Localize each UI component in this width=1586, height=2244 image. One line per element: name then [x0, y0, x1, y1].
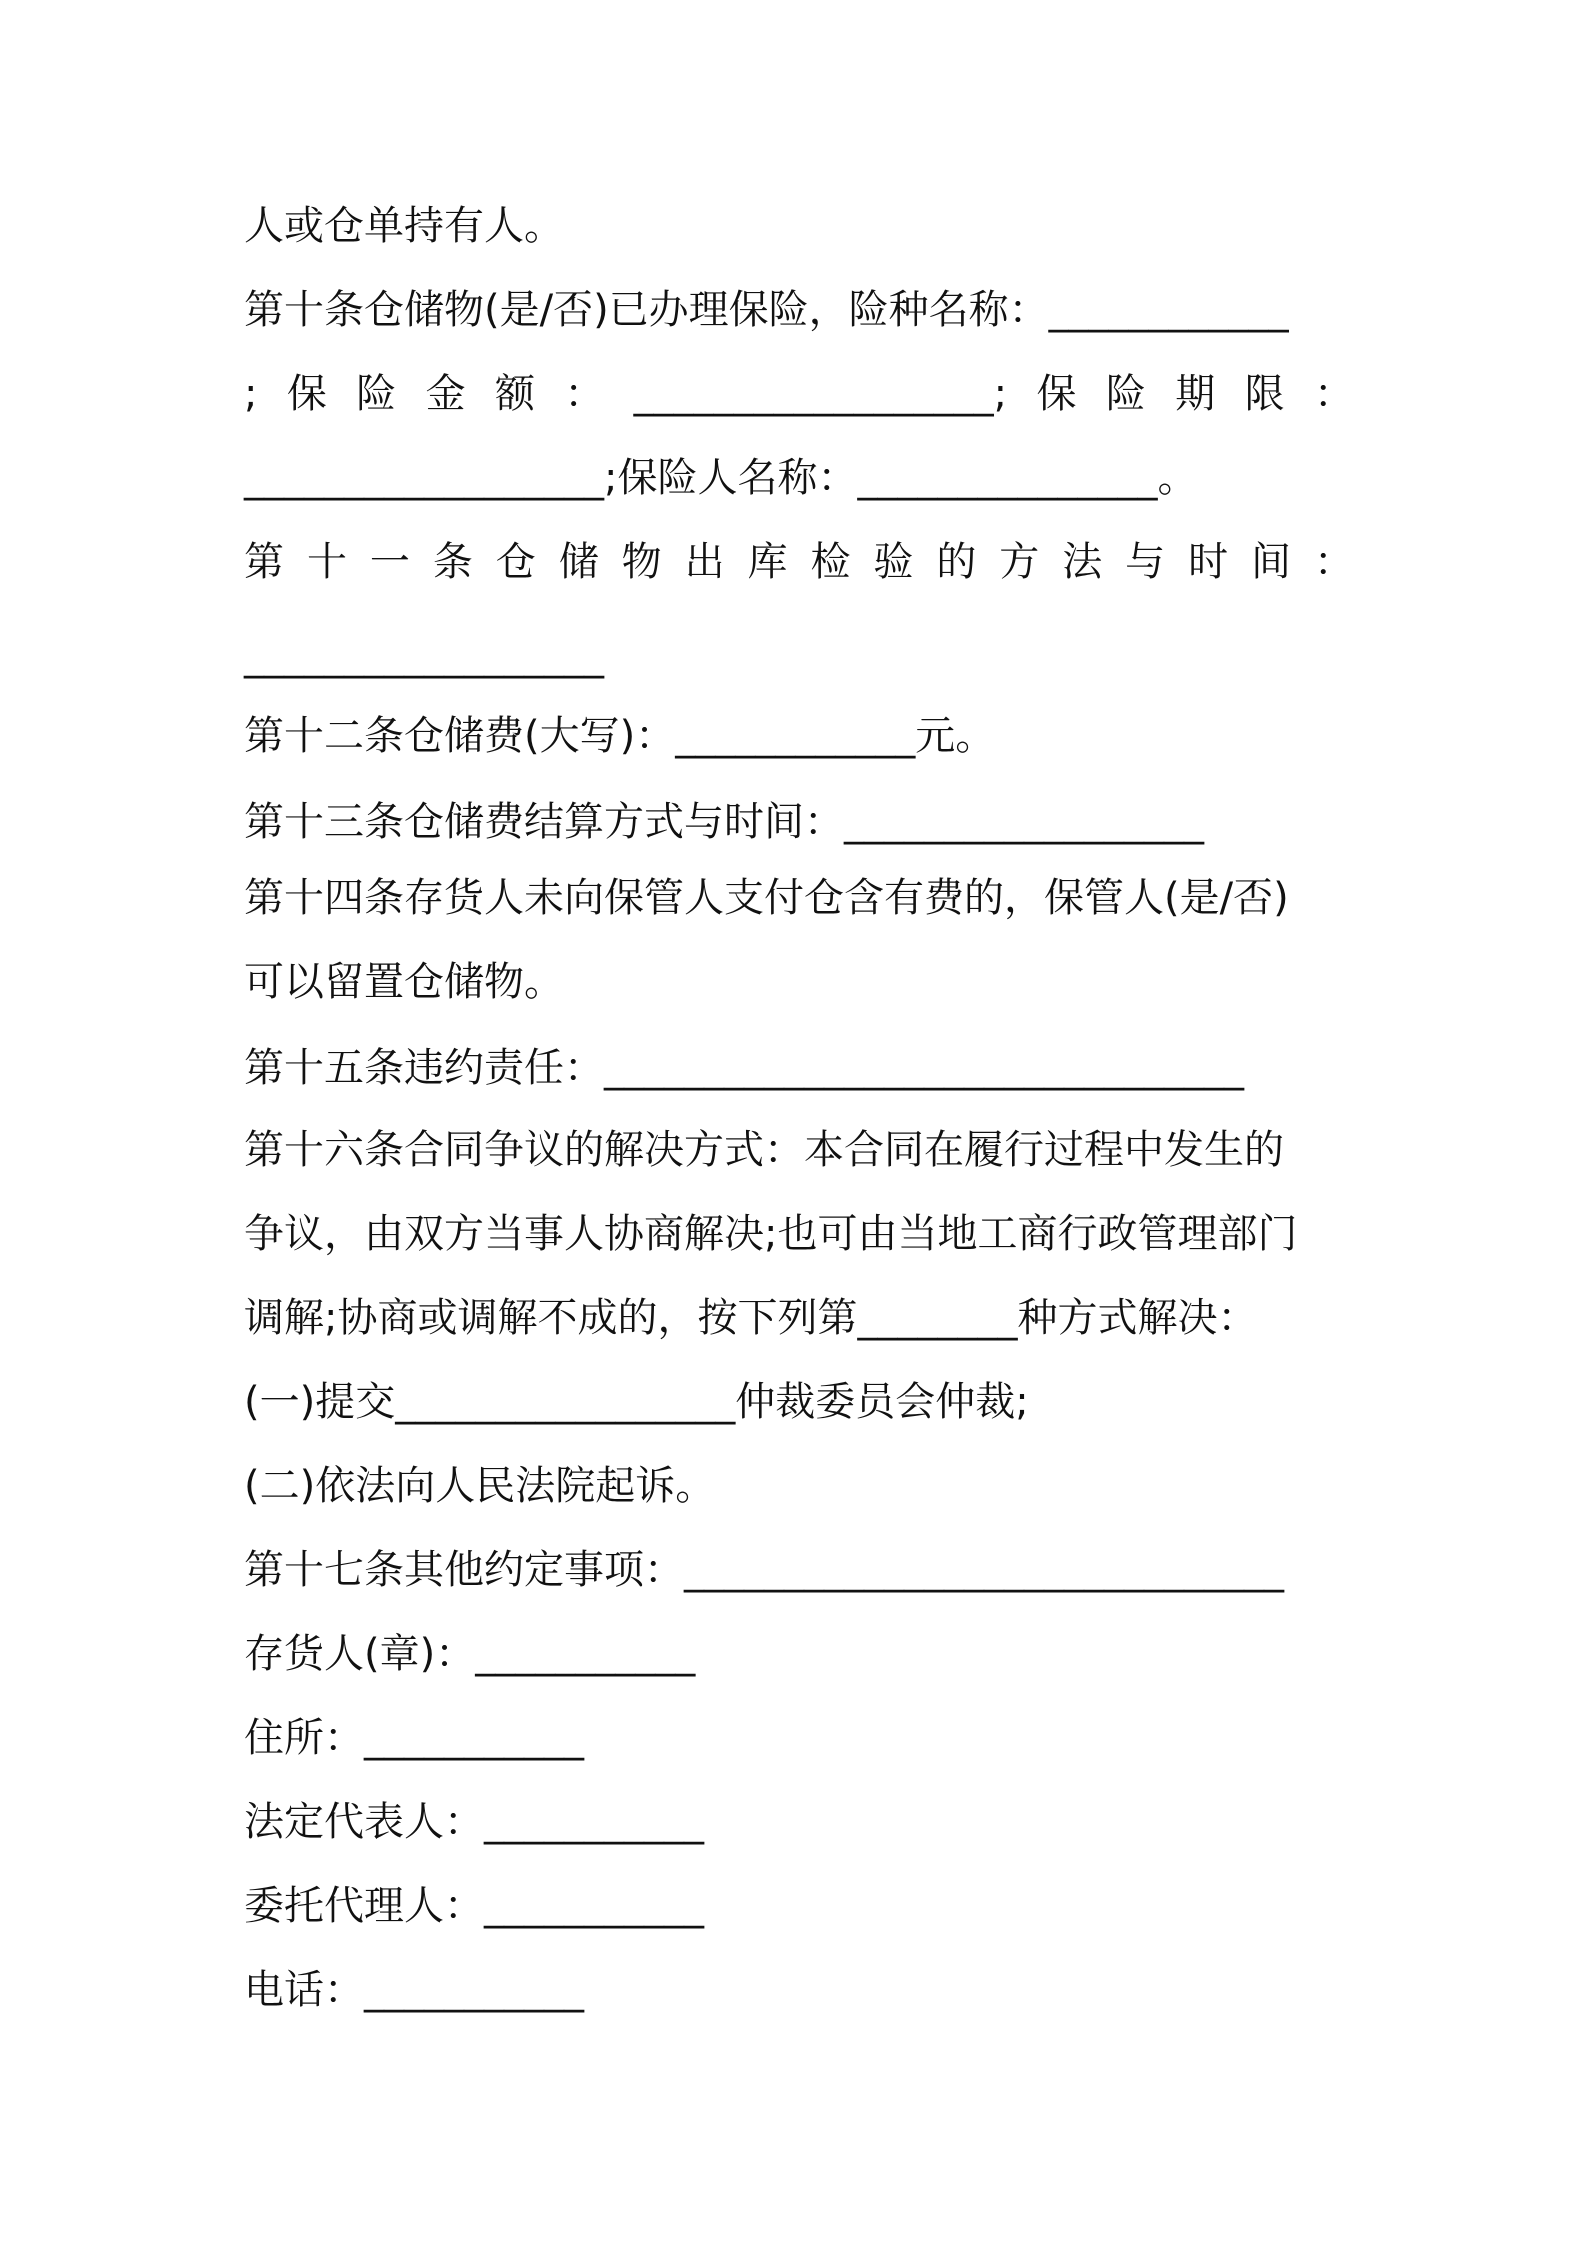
insurance-amount-line: ;保险金额：__________________;保险期限：	[244, 371, 1354, 417]
address-line: 住所：___________	[244, 1715, 584, 1761]
legal-representative-line: 法定代表人：___________	[244, 1799, 704, 1845]
clause-16-continued-1: 争议，由双方当事人协商解决;也可由当地工商行政管理部门	[244, 1211, 1298, 1257]
clause-10-line: 第十条仓储物(是/否)已办理保险，险种名称：____________	[244, 287, 1289, 333]
authorized-agent-line: 委托代理人：___________	[244, 1883, 704, 1929]
clause-12-line: 第十二条仓储费(大写)：____________元。	[244, 713, 996, 759]
clause-14-line: 第十四条存货人未向保管人支付仓含有费的，保管人(是/否)	[244, 875, 1289, 921]
clause-13-line: 第十三条仓储费结算方式与时间：__________________	[244, 799, 1204, 845]
clause-14-continued: 可以留置仓储物。	[244, 959, 564, 1005]
clause-17-line: 第十七条其他约定事项：______________________________	[244, 1547, 1284, 1593]
arbitration-option: (一)提交_________________仲裁委员会仲裁;	[244, 1379, 1029, 1425]
insurer-name-line: __________________;保险人名称：_______________。	[244, 455, 1198, 501]
depositor-seal-line: 存货人(章)：___________	[244, 1631, 696, 1677]
clause-15-line: 第十五条违约责任：________________________________	[244, 1045, 1244, 1091]
text-line: 人或仓单持有人。	[244, 203, 564, 249]
clause-16-continued-2: 调解;协商或调解不成的，按下列第________种方式解决：	[244, 1295, 1258, 1341]
inspection-blank-line: __________________	[244, 633, 604, 679]
telephone-line: 电话：___________	[244, 1967, 584, 2013]
clause-11-line: 第十一条仓储物出库检验的方法与时间：	[244, 539, 1354, 585]
clause-16-line: 第十六条合同争议的解决方式：本合同在履行过程中发生的	[244, 1127, 1284, 1173]
litigation-option: (二)依法向人民法院起诉。	[244, 1463, 716, 1509]
